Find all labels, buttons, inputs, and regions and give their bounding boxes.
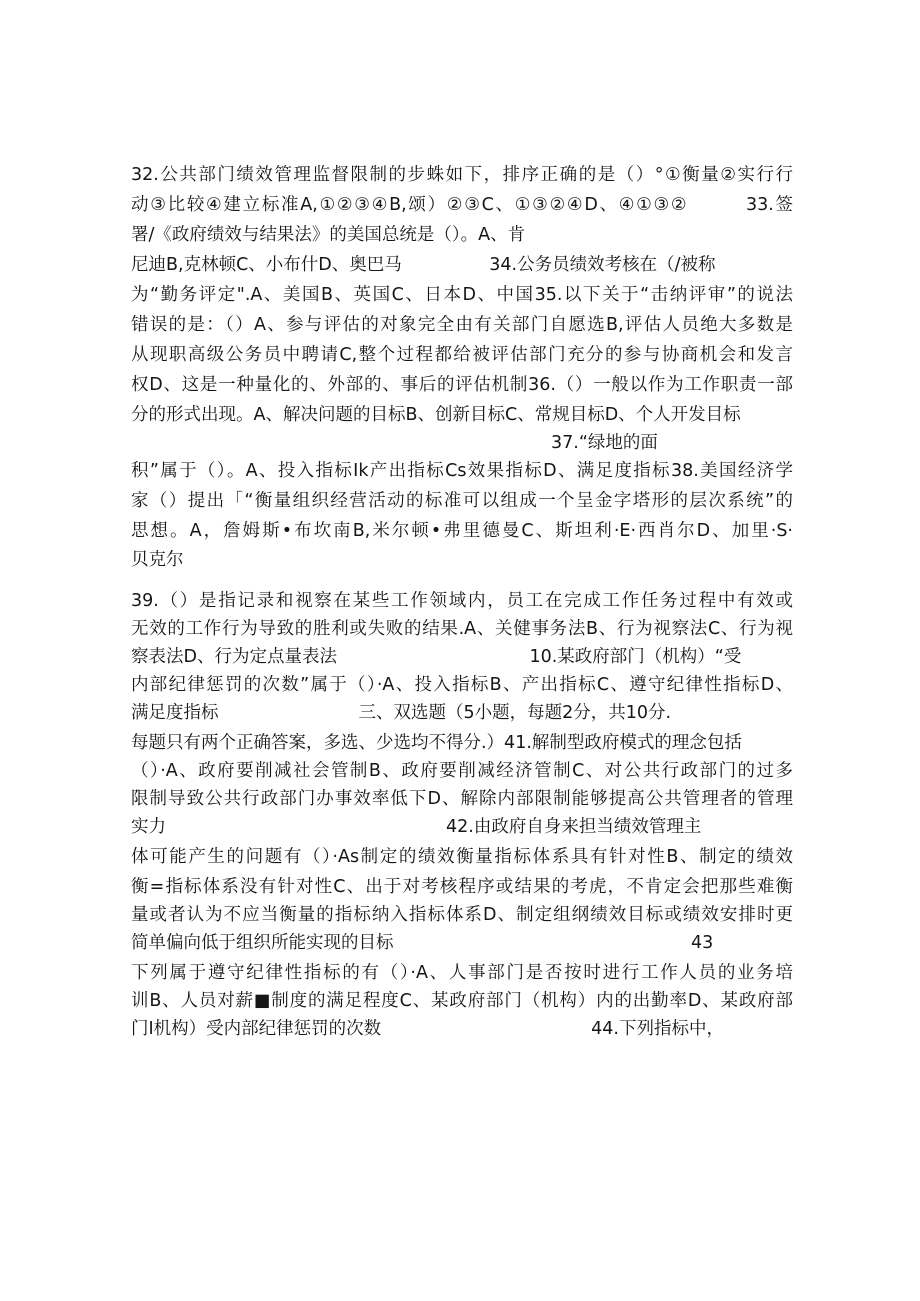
text-line: 贝克尔 [131, 550, 184, 570]
text-line: 分的形式出现。A、解决问题的目标B、创新目标C、常规目标D、个人开发目标 [131, 405, 741, 425]
text-line: 内部纪律惩罚的次数”属于（）·A、投入指标B、产出指标C、遵守纪律性指标D、 [131, 675, 793, 695]
text-line: 积”属于（）。A、投入指标Ik产出指标Cs效果指标D、满足度指标38.美国经济学 [131, 461, 793, 481]
text-line: 训B、人员对薪■制度的满足程度C、某政府部门（机构）内的出勤率D、某政府部 [131, 991, 793, 1011]
text-line: 体可能产生的问题有（）·As制定的绩效衡量指标体系具有针对性B、制定的绩效 [131, 847, 793, 867]
text-line: 简单偏向低于组织所能实现的目标 43 [131, 933, 714, 953]
text-line: 权D、这是一种量化的、外部的、事后的评估机制36.（）一般以作为工作职责一部 [131, 375, 793, 395]
text-line: 下列属于遵守纪律性指标的有（）·A、人事部门是否按时进行工作人员的业务培 [131, 963, 793, 983]
text-line: 察表法D、行为定点量表法 10.某政府部门（机构）“受 [131, 647, 742, 667]
text-line: 门I机构）受内部纪律惩罚的次数 44.下列指标中， [131, 1019, 724, 1039]
text-line: 限制导致公共行政部门办事效率低下D、解除内部限制能够提高公共管理者的管理 [131, 789, 793, 809]
text-line: 署/《政府绩效与结果法》的美国总统是（）。A、肯 [131, 225, 526, 245]
text-line: 32.公共部门绩效管理监督限制的步蛛如下，排序正确的是（）°①衡量②实行行 [131, 165, 793, 185]
text-line: 思想。A，詹姆斯•布坎南B,米尔顿•弗里德曼C、斯坦利·E·西肖尔D、加里·S· [131, 521, 793, 541]
text-line: 尼迪B,克林顿C、小布什D、奥巴马 34.公务员绩效考核在（/被称 [131, 255, 716, 275]
text-line: 衡=指标体系没有针对性C、出于对考核程序或结果的考虎，不肯定会把那些难衡 [131, 877, 793, 897]
text-line: （）·A、政府要削减社会管制B、政府要削减经济管制C、对公共行政部门的过多 [131, 761, 793, 781]
text-line: 量或者认为不应当衡量的指标纳入指标体系D、制定组纲绩效目标或绩效安排时更 [131, 905, 793, 925]
text-line: 每题只有两个正确答案，多选、少选均不得分.）41.解制型政府模式的理念包括 [131, 733, 742, 753]
text-line: 从现职高级公务员中聘请C,整个过程都给被评估部门充分的参与协商机会和发言 [131, 345, 793, 365]
text-line: 37.“绿地的面 [131, 433, 658, 453]
text-line: 39.（）是指记录和视察在某些工作领域内，员工在完成工作任务过程中有效或 [131, 591, 793, 611]
text-line: 动③比较④建立标准A,①②③④B,颂）②③C、①③②④D、④①③② 33.签 [131, 195, 793, 215]
text-line: 满足度指标 三、双选题（5小题，每题2分，共10分. [131, 703, 672, 723]
text-line: 实力 42.由政府自身来担当绩效管理主 [131, 817, 702, 837]
text-line: 错误的是：（）A、参与评估的对象完全由有关部门自愿选B,评估人员绝大多数是 [131, 315, 793, 335]
text-line: 家（）提出「“衡量组织经营活动的标准可以组成一个呈金字塔形的层次系统”的 [131, 491, 793, 511]
text-line: 无效的工作行为导致的胜利或失败的结果.A、关健事务法B、行为视察法C、行为视 [131, 619, 793, 639]
text-line: 为“勤务评定".A、美国B、英国C、日本D、中国35.以下关于“击纳评审”的说法 [131, 285, 793, 305]
